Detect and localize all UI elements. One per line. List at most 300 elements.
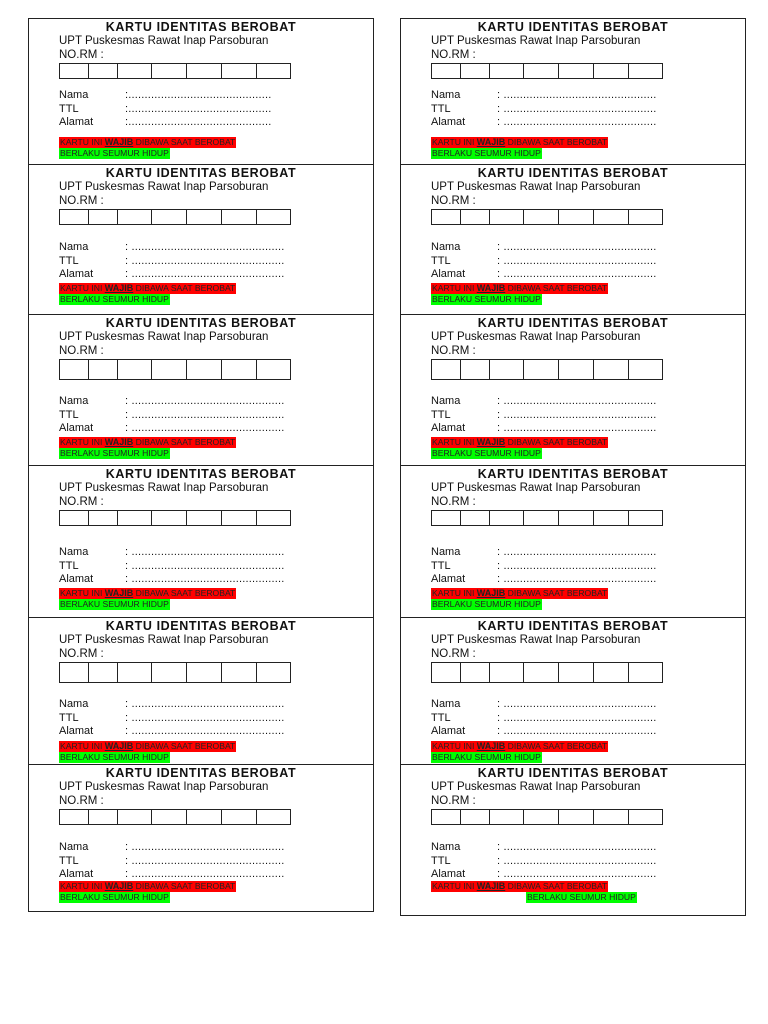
rm-digit-box[interactable] (257, 210, 290, 224)
card-title: KARTU IDENTITAS BEROBAT (105, 166, 297, 180)
patient-fields (59, 89, 272, 130)
rm-digit-box[interactable] (60, 210, 89, 224)
rm-digit-box[interactable] (222, 360, 257, 379)
rm-digit-box[interactable] (559, 64, 594, 78)
field-value[interactable]: : ............................................... (497, 395, 657, 407)
id-card (29, 315, 373, 466)
rm-digit-box[interactable] (222, 210, 257, 224)
rm-digit-box[interactable] (257, 64, 290, 78)
notice-suffix: DIBAWA SAAT BEROBAT (505, 741, 608, 751)
rm-digit-box[interactable] (490, 360, 524, 379)
field-value[interactable]: :............................................ (125, 116, 272, 129)
rm-digit-box[interactable] (152, 360, 187, 379)
rm-digit-box[interactable] (152, 511, 187, 525)
rm-digit-box[interactable] (490, 663, 524, 682)
field-row-nama (59, 546, 285, 560)
mandatory-notice (431, 283, 608, 294)
id-card (401, 315, 745, 466)
field-row-alamat (431, 573, 657, 587)
rm-digit-box[interactable] (60, 360, 89, 379)
field-label: Alamat (59, 573, 94, 586)
facility-name: UPT Puskesmas Rawat Inap Parsoburan (59, 331, 269, 343)
field-label: Nama (431, 546, 461, 558)
field-value[interactable]: : ............................................... (125, 711, 285, 724)
field-value[interactable]: : ............................................... (497, 711, 657, 724)
field-value[interactable]: : ............................................... (125, 422, 285, 435)
notice-prefix: KARTU INI (432, 137, 477, 147)
rm-digit-box[interactable] (524, 64, 559, 78)
id-card (401, 618, 745, 765)
rm-digit-box[interactable] (594, 810, 629, 824)
left-card-column (28, 18, 374, 912)
id-card (29, 466, 373, 618)
notice-prefix: KARTU INI (432, 283, 477, 293)
field-value[interactable]: : ............................................... (125, 268, 285, 281)
rm-digit-box[interactable] (118, 810, 152, 824)
rm-digit-box[interactable] (461, 360, 490, 379)
rm-digit-box[interactable] (152, 810, 187, 824)
validity-notice: BERLAKU SEUMUR HIDUP (432, 148, 541, 158)
field-value[interactable]: : ............................................... (125, 868, 285, 881)
field-row-nama (59, 241, 285, 255)
field-value[interactable]: : ............................................... (497, 725, 657, 738)
rm-digit-box[interactable] (432, 810, 461, 824)
field-row-ttl (59, 855, 285, 869)
field-label: TTL (59, 408, 79, 421)
card-title: KARTU IDENTITAS BEROBAT (477, 766, 669, 780)
rm-digit-box[interactable] (187, 511, 222, 525)
field-label: TTL (431, 854, 451, 867)
field-label: Nama (431, 698, 461, 710)
id-card (401, 165, 745, 315)
card-notice (59, 588, 236, 610)
notice-suffix: DIBAWA SAAT BEROBAT (505, 588, 608, 598)
field-label: Alamat (431, 573, 466, 586)
id-card (29, 618, 373, 765)
field-label: TTL (431, 559, 451, 572)
rm-digit-box[interactable] (432, 360, 461, 379)
card-title: KARTU IDENTITAS BEROBAT (477, 20, 669, 34)
field-row-alamat (431, 268, 657, 282)
field-value[interactable]: :............................................ (125, 89, 272, 101)
field-row-ttl (59, 103, 272, 117)
rm-digit-box[interactable] (60, 810, 89, 824)
rm-digit-box[interactable] (490, 210, 524, 224)
rm-digit-box[interactable] (594, 64, 629, 78)
rm-digit-box[interactable] (629, 210, 662, 224)
rm-digit-box[interactable] (461, 810, 490, 824)
patient-fields (59, 241, 285, 282)
field-row-nama (59, 395, 285, 409)
field-label: Nama (431, 241, 461, 253)
notice-wajib: WAJIB (476, 283, 506, 293)
field-row-nama (59, 841, 285, 855)
rm-digit-box[interactable] (89, 64, 118, 78)
card-title: KARTU IDENTITAS BEROBAT (105, 20, 297, 34)
rm-number-boxes[interactable] (59, 809, 291, 825)
validity-notice: BERLAKU SEUMUR HIDUP (60, 752, 169, 762)
rm-digit-box[interactable] (461, 64, 490, 78)
notice-suffix: DIBAWA SAAT BEROBAT (133, 137, 236, 147)
field-row-alamat (59, 573, 285, 587)
mandatory-notice (431, 588, 608, 599)
notice-prefix: KARTU INI (60, 283, 105, 293)
field-row-nama (431, 546, 657, 560)
field-value[interactable]: : ............................................... (497, 89, 657, 101)
validity-notice: BERLAKU SEUMUR HIDUP (60, 599, 169, 609)
facility-name: UPT Puskesmas Rawat Inap Parsoburan (59, 482, 269, 494)
notice-wajib: WAJIB (476, 137, 506, 147)
id-card (29, 765, 373, 911)
field-row-alamat (59, 725, 285, 739)
rm-digit-box[interactable] (187, 360, 222, 379)
id-card (401, 765, 745, 911)
notice-wajib: WAJIB (104, 588, 134, 598)
rm-digit-box[interactable] (524, 663, 559, 682)
notice-prefix: KARTU INI (60, 741, 105, 751)
rm-number-boxes[interactable] (59, 63, 291, 79)
patient-fields (59, 546, 285, 587)
field-row-nama (59, 698, 285, 712)
mandatory-notice (59, 588, 236, 599)
rm-label: NO.RM : (431, 345, 476, 357)
field-label: Nama (431, 89, 461, 101)
field-row-ttl (431, 255, 657, 269)
rm-digit-box[interactable] (60, 511, 89, 525)
field-value[interactable]: : ............................................... (497, 841, 657, 853)
notice-suffix: DIBAWA SAAT BEROBAT (505, 283, 608, 293)
facility-name: UPT Puskesmas Rawat Inap Parsoburan (59, 781, 269, 793)
field-value[interactable]: : ............................................... (497, 422, 657, 435)
card-title: KARTU IDENTITAS BEROBAT (477, 619, 669, 633)
notice-wajib: WAJIB (104, 283, 134, 293)
field-label: Nama (431, 395, 461, 407)
rm-number-boxes[interactable] (431, 359, 663, 380)
field-value[interactable]: : ............................................... (125, 573, 285, 586)
field-value[interactable]: : ............................................... (497, 241, 657, 253)
notice-suffix: DIBAWA SAAT BEROBAT (133, 741, 236, 751)
rm-digit-box[interactable] (187, 663, 222, 682)
field-label: TTL (431, 408, 451, 421)
field-value[interactable]: : ............................................... (497, 854, 657, 867)
mandatory-notice (431, 437, 608, 448)
rm-digit-box[interactable] (60, 64, 89, 78)
rm-digit-box[interactable] (89, 511, 118, 525)
field-value[interactable]: : ............................................... (125, 698, 285, 710)
facility-name: UPT Puskesmas Rawat Inap Parsoburan (431, 482, 641, 494)
notice-wajib: WAJIB (104, 137, 134, 147)
field-row-alamat (59, 116, 272, 130)
patient-fields (431, 546, 657, 587)
patient-fields (59, 698, 285, 739)
field-label: Nama (59, 89, 89, 101)
field-value[interactable]: : ............................................... (125, 408, 285, 421)
right-card-column (400, 18, 746, 916)
field-label: Alamat (431, 268, 466, 281)
rm-digit-box[interactable] (152, 663, 187, 682)
field-label: TTL (431, 254, 451, 267)
rm-digit-box[interactable] (89, 663, 118, 682)
rm-digit-box[interactable] (594, 360, 629, 379)
field-row-ttl (431, 409, 657, 423)
card-title: KARTU IDENTITAS BEROBAT (105, 467, 297, 481)
field-row-alamat (431, 422, 657, 436)
notice-wajib: WAJIB (104, 881, 134, 891)
field-value[interactable]: : ............................................... (125, 395, 285, 407)
notice-prefix: KARTU INI (60, 588, 105, 598)
rm-digit-box[interactable] (118, 511, 152, 525)
field-value[interactable]: : ............................................... (125, 254, 285, 267)
field-row-nama (431, 698, 657, 712)
rm-digit-box[interactable] (559, 663, 594, 682)
notice-suffix: DIBAWA SAAT BEROBAT (133, 283, 236, 293)
field-value[interactable]: : ............................................... (497, 559, 657, 572)
facility-name: UPT Puskesmas Rawat Inap Parsoburan (431, 331, 641, 343)
rm-label: NO.RM : (59, 648, 104, 660)
validity-notice: BERLAKU SEUMUR HIDUP (60, 892, 169, 902)
notice-wajib: WAJIB (476, 437, 506, 447)
field-value[interactable]: : ............................................... (497, 268, 657, 281)
rm-digit-box[interactable] (89, 810, 118, 824)
field-label: TTL (431, 102, 451, 115)
mandatory-notice (59, 881, 236, 892)
rm-digit-box[interactable] (629, 360, 662, 379)
patient-fields (431, 395, 657, 436)
field-label: TTL (431, 711, 451, 724)
notice-suffix: DIBAWA SAAT BEROBAT (133, 588, 236, 598)
rm-digit-box[interactable] (257, 663, 290, 682)
rm-digit-box[interactable] (152, 64, 187, 78)
notice-prefix: KARTU INI (432, 437, 477, 447)
field-value[interactable]: : ............................................... (497, 868, 657, 881)
rm-number-boxes[interactable] (59, 510, 291, 526)
field-value[interactable]: : ............................................... (497, 698, 657, 710)
patient-fields (431, 841, 657, 882)
card-notice (59, 881, 236, 903)
patient-fields (431, 698, 657, 739)
rm-digit-box[interactable] (257, 810, 290, 824)
field-row-ttl (431, 560, 657, 574)
card-title: KARTU IDENTITAS BEROBAT (105, 316, 297, 330)
rm-digit-box[interactable] (594, 663, 629, 682)
rm-label: NO.RM : (59, 195, 104, 207)
rm-digit-box[interactable] (461, 210, 490, 224)
rm-digit-box[interactable] (118, 663, 152, 682)
rm-digit-box[interactable] (257, 511, 290, 525)
field-label: TTL (59, 102, 79, 115)
field-value[interactable]: : ............................................... (497, 102, 657, 115)
field-row-ttl (431, 103, 657, 117)
field-value[interactable]: : ............................................... (125, 559, 285, 572)
id-card (401, 19, 745, 165)
rm-digit-box[interactable] (118, 210, 152, 224)
field-label: Alamat (431, 868, 466, 881)
notice-wajib: WAJIB (104, 741, 134, 751)
card-notice (431, 437, 608, 459)
rm-digit-box[interactable] (629, 64, 662, 78)
field-label: Nama (431, 841, 461, 853)
card-notice (431, 588, 608, 610)
rm-digit-box[interactable] (594, 210, 629, 224)
rm-label: NO.RM : (59, 49, 104, 61)
rm-number-boxes[interactable] (59, 662, 291, 683)
field-label: Nama (59, 546, 89, 558)
card-notice (431, 881, 637, 903)
patient-fields (431, 241, 657, 282)
field-label: Nama (59, 698, 89, 710)
rm-number-boxes[interactable] (431, 63, 663, 79)
validity-notice: BERLAKU SEUMUR HIDUP (527, 892, 636, 902)
notice-prefix: KARTU INI (60, 881, 105, 891)
rm-digit-box[interactable] (629, 810, 662, 824)
rm-digit-box[interactable] (490, 511, 524, 525)
rm-digit-box[interactable] (118, 360, 152, 379)
field-row-nama (59, 89, 272, 103)
rm-digit-box[interactable] (187, 64, 222, 78)
field-value[interactable]: : ............................................... (125, 241, 285, 253)
card-notice (59, 137, 236, 159)
validity-notice: BERLAKU SEUMUR HIDUP (432, 294, 541, 304)
field-value[interactable]: : ............................................... (497, 546, 657, 558)
field-row-nama (431, 89, 657, 103)
rm-digit-box[interactable] (432, 210, 461, 224)
rm-digit-box[interactable] (187, 810, 222, 824)
rm-label: NO.RM : (431, 49, 476, 61)
rm-digit-box[interactable] (118, 64, 152, 78)
rm-digit-box[interactable] (187, 210, 222, 224)
rm-number-boxes[interactable] (431, 662, 663, 683)
rm-digit-box[interactable] (559, 360, 594, 379)
field-row-ttl (431, 855, 657, 869)
rm-digit-box[interactable] (432, 663, 461, 682)
rm-digit-box[interactable] (461, 663, 490, 682)
rm-number-boxes[interactable] (59, 359, 291, 380)
rm-digit-box[interactable] (60, 663, 89, 682)
rm-label: NO.RM : (431, 496, 476, 508)
field-row-ttl (59, 560, 285, 574)
patient-fields (59, 395, 285, 436)
card-notice (431, 137, 608, 159)
field-row-ttl (59, 712, 285, 726)
field-row-ttl (59, 255, 285, 269)
rm-digit-box[interactable] (524, 360, 559, 379)
rm-digit-box[interactable] (222, 511, 257, 525)
notice-suffix: DIBAWA SAAT BEROBAT (505, 881, 608, 891)
mandatory-notice (59, 137, 236, 148)
field-label: Alamat (59, 725, 94, 738)
rm-digit-box[interactable] (152, 210, 187, 224)
field-row-ttl (59, 409, 285, 423)
rm-digit-box[interactable] (594, 511, 629, 525)
notice-wajib: WAJIB (104, 437, 134, 447)
field-value[interactable]: : ............................................... (125, 725, 285, 738)
rm-label: NO.RM : (431, 648, 476, 660)
field-value[interactable]: : ............................................... (497, 116, 657, 129)
rm-digit-box[interactable] (432, 511, 461, 525)
field-value[interactable]: :............................................ (125, 102, 272, 115)
validity-notice: BERLAKU SEUMUR HIDUP (60, 294, 169, 304)
facility-name: UPT Puskesmas Rawat Inap Parsoburan (59, 181, 269, 193)
rm-digit-box[interactable] (432, 64, 461, 78)
rm-digit-box[interactable] (524, 511, 559, 525)
patient-fields (59, 841, 285, 882)
card-title: KARTU IDENTITAS BEROBAT (105, 766, 297, 780)
mandatory-notice (59, 741, 236, 752)
rm-digit-box[interactable] (222, 810, 257, 824)
facility-name: UPT Puskesmas Rawat Inap Parsoburan (431, 181, 641, 193)
rm-number-boxes[interactable] (59, 209, 291, 225)
rm-digit-box[interactable] (89, 360, 118, 379)
field-value[interactable]: : ............................................... (125, 546, 285, 558)
field-label: TTL (59, 854, 79, 867)
field-label: Alamat (431, 116, 466, 129)
mandatory-notice (59, 437, 236, 448)
field-row-alamat (59, 422, 285, 436)
field-label: TTL (59, 559, 79, 572)
notice-prefix: KARTU INI (432, 588, 477, 598)
rm-digit-box[interactable] (559, 210, 594, 224)
rm-digit-box[interactable] (257, 360, 290, 379)
mandatory-notice (431, 741, 608, 752)
notice-suffix: DIBAWA SAAT BEROBAT (133, 437, 236, 447)
rm-digit-box[interactable] (222, 663, 257, 682)
notice-wajib: WAJIB (476, 741, 506, 751)
validity-notice: BERLAKU SEUMUR HIDUP (432, 448, 541, 458)
field-label: Nama (59, 395, 89, 407)
rm-digit-box[interactable] (629, 511, 662, 525)
card-notice (59, 283, 236, 305)
notice-prefix: KARTU INI (60, 437, 105, 447)
field-value[interactable]: : ............................................... (497, 573, 657, 586)
rm-digit-box[interactable] (559, 511, 594, 525)
rm-digit-box[interactable] (89, 210, 118, 224)
rm-label: NO.RM : (59, 345, 104, 357)
field-value[interactable]: : ............................................... (497, 254, 657, 267)
notice-suffix: DIBAWA SAAT BEROBAT (505, 137, 608, 147)
field-row-nama (431, 241, 657, 255)
rm-digit-box[interactable] (461, 511, 490, 525)
patient-fields (431, 89, 657, 130)
mandatory-notice (431, 881, 608, 892)
field-label: Nama (59, 241, 89, 253)
field-value[interactable]: : ............................................... (125, 841, 285, 853)
field-row-nama (431, 841, 657, 855)
card-notice (59, 437, 236, 459)
facility-name: UPT Puskesmas Rawat Inap Parsoburan (431, 781, 641, 793)
rm-digit-box[interactable] (559, 810, 594, 824)
rm-digit-box[interactable] (490, 810, 524, 824)
rm-digit-box[interactable] (490, 64, 524, 78)
field-value[interactable]: : ............................................... (125, 854, 285, 867)
field-label: Nama (59, 841, 89, 853)
rm-number-boxes[interactable] (431, 209, 663, 225)
rm-digit-box[interactable] (524, 810, 559, 824)
rm-number-boxes[interactable] (431, 510, 663, 526)
field-label: TTL (59, 711, 79, 724)
field-label: Alamat (59, 868, 94, 881)
rm-label: NO.RM : (59, 496, 104, 508)
facility-name: UPT Puskesmas Rawat Inap Parsoburan (59, 634, 269, 646)
field-value[interactable]: : ............................................... (497, 408, 657, 421)
rm-digit-box[interactable] (629, 663, 662, 682)
card-title: KARTU IDENTITAS BEROBAT (477, 467, 669, 481)
rm-number-boxes[interactable] (431, 809, 663, 825)
validity-notice: BERLAKU SEUMUR HIDUP (60, 448, 169, 458)
notice-prefix: KARTU INI (60, 137, 105, 147)
rm-digit-box[interactable] (524, 210, 559, 224)
field-label: Alamat (59, 268, 94, 281)
rm-digit-box[interactable] (222, 64, 257, 78)
